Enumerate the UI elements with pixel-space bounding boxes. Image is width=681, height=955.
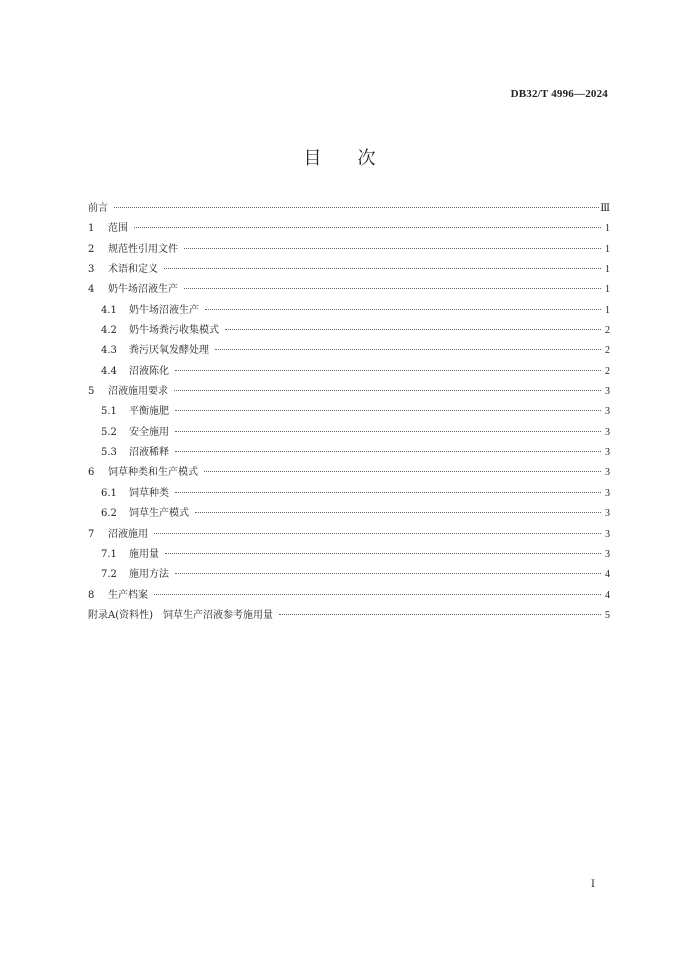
toc-entry[interactable] [88, 484, 610, 504]
toc-entry-number: 5.1 [101, 406, 117, 418]
toc-entry[interactable] [88, 280, 610, 300]
toc-dot-leader [205, 309, 601, 310]
toc-entry-page: 2 [605, 345, 610, 357]
toc-entry[interactable] [88, 443, 610, 463]
toc-dot-leader [204, 471, 601, 472]
toc-entry[interactable] [88, 565, 610, 585]
toc-entry-label: 生产档案 [108, 589, 148, 601]
toc-entry[interactable] [88, 525, 610, 545]
toc-entry-label: 粪污厌氧发酵处理 [129, 345, 209, 357]
toc-entry-label: 奶牛场粪污收集模式 [129, 325, 219, 337]
toc-entry-label: 附录A(资料性) 饲草生产沼液参考施用量 [88, 609, 274, 621]
toc-entry[interactable] [88, 382, 610, 402]
toc-dot-leader [165, 553, 601, 554]
toc-entry-label: 施用量 [129, 548, 159, 560]
toc-entry-label: 平衡施肥 [129, 406, 169, 418]
toc-entry-number: 4.2 [101, 325, 117, 337]
toc-entry-label: 奶牛场沼液生产 [108, 284, 178, 296]
toc-entry-number: 7.1 [101, 548, 117, 560]
toc-entry-number: 5.3 [101, 447, 117, 459]
toc-entry-number: 1 [88, 223, 95, 235]
toc-entry-number: 7 [88, 528, 95, 540]
toc-entry-page: 1 [605, 304, 610, 316]
toc-entry-label: 前言 [88, 203, 108, 214]
toc-dot-leader [215, 349, 601, 350]
toc-entry-number: 5.2 [101, 426, 117, 438]
toc-entry-label: 沼液稀释 [129, 447, 169, 459]
toc-entry-label: 饲草种类 [129, 487, 169, 499]
toc-dot-leader [175, 410, 601, 411]
table-of-contents [88, 199, 610, 626]
toc-entry[interactable] [88, 362, 610, 382]
toc-dot-leader [184, 248, 601, 249]
toc-dot-leader [175, 431, 601, 432]
toc-dot-leader [175, 492, 601, 493]
toc-entry-label: 饲草种类和生产模式 [108, 467, 198, 479]
toc-dot-leader [134, 227, 601, 228]
toc-entry-page: 1 [605, 284, 610, 296]
toc-entry-label: 施用方法 [129, 569, 169, 581]
toc-entry[interactable] [88, 240, 610, 260]
page-title [0, 144, 681, 170]
toc-entry[interactable] [88, 504, 610, 524]
toc-entry-label: 奶牛场沼液生产 [129, 304, 199, 316]
toc-entry[interactable] [88, 545, 610, 565]
toc-entry[interactable] [88, 341, 610, 361]
toc-entry-label: 沼液陈化 [129, 365, 169, 377]
toc-entry-page: 3 [605, 528, 610, 540]
toc-entry[interactable] [88, 586, 610, 606]
toc-dot-leader [154, 594, 601, 595]
toc-entry[interactable] [88, 301, 610, 321]
toc-entry[interactable] [88, 463, 610, 483]
toc-dot-leader [195, 512, 601, 513]
toc-entry[interactable] [88, 199, 610, 219]
toc-entry-page: 3 [605, 548, 610, 560]
toc-entry-page: 4 [605, 569, 610, 581]
toc-dot-leader [175, 451, 601, 452]
toc-entry-number: 2 [88, 243, 95, 255]
toc-entry-page: 2 [605, 365, 610, 377]
toc-dot-leader [164, 268, 601, 269]
toc-entry-page: 3 [605, 487, 610, 499]
toc-entry-number: 8 [88, 589, 95, 601]
toc-entry-page: 3 [605, 508, 610, 520]
toc-entry-number: 6.2 [101, 508, 117, 520]
toc-entry-page: 3 [605, 426, 610, 438]
toc-dot-leader [184, 288, 601, 289]
toc-entry-page: 3 [605, 467, 610, 479]
toc-entry-page: 3 [605, 406, 610, 418]
toc-entry-label: 安全施用 [129, 426, 169, 438]
toc-dot-leader [279, 614, 601, 615]
document-code: DB32/T 4996—2024 [510, 88, 608, 100]
toc-entry-label: 术语和定义 [108, 264, 158, 276]
toc-entry-page: 2 [605, 325, 610, 337]
toc-entry-label: 沼液施用要求 [108, 386, 168, 398]
toc-dot-leader [114, 207, 599, 208]
toc-entry[interactable] [88, 321, 610, 341]
toc-entry-number: 6 [88, 467, 95, 479]
toc-entry[interactable] [88, 423, 610, 443]
toc-entry-page: 1 [605, 264, 610, 276]
page-title-part-2: 次 [357, 148, 378, 169]
toc-entry-number: 5 [88, 386, 95, 398]
toc-entry-label: 饲草生产模式 [129, 508, 189, 520]
toc-entry-page: 3 [605, 386, 610, 398]
toc-entry-label: 沼液施用 [108, 528, 148, 540]
toc-entry-number: 3 [88, 264, 95, 276]
toc-dot-leader [225, 329, 601, 330]
toc-dot-leader [154, 533, 601, 534]
toc-entry-number: 4.4 [101, 365, 117, 377]
toc-entry-page: 1 [605, 243, 610, 255]
toc-entry-number: 7.2 [101, 569, 117, 581]
toc-entry-number: 4.3 [101, 345, 117, 357]
toc-dot-leader [175, 370, 601, 371]
toc-entry-number: 4.1 [101, 304, 117, 316]
toc-entry[interactable] [88, 606, 610, 626]
toc-entry-page: Ⅲ [600, 203, 610, 214]
toc-entry-page: 5 [605, 609, 610, 621]
page-number: Ⅰ [591, 879, 595, 890]
toc-entry-page: 1 [605, 223, 610, 235]
toc-entry-page: 3 [605, 447, 610, 459]
page-title-part-1: 目 [303, 148, 324, 169]
toc-entry-label: 规范性引用文件 [108, 243, 178, 255]
toc-entry-label: 范围 [108, 223, 128, 235]
toc-entry[interactable] [88, 402, 610, 422]
toc-entry[interactable] [88, 219, 610, 239]
toc-entry-page: 4 [605, 589, 610, 601]
toc-entry-number: 6.1 [101, 487, 117, 499]
toc-entry[interactable] [88, 260, 610, 280]
toc-entry-number: 4 [88, 284, 95, 296]
toc-dot-leader [175, 573, 601, 574]
toc-dot-leader [174, 390, 601, 391]
